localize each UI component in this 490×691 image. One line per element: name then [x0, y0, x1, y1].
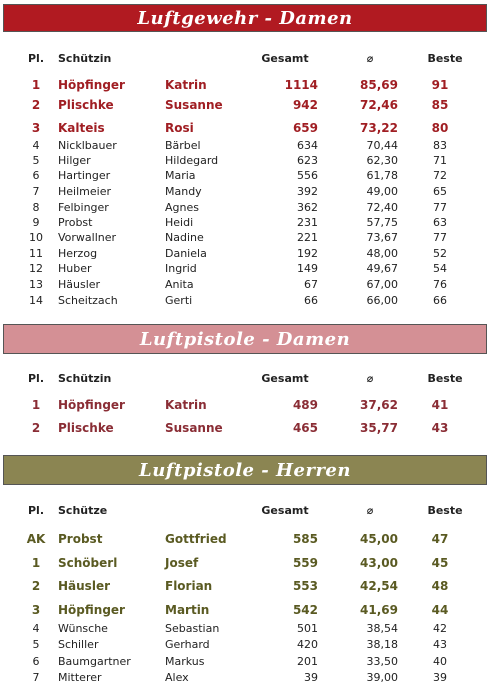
cell-total: 634 [297, 139, 318, 152]
cell-first-name: Gerhard [165, 638, 210, 651]
cell-first-name: Rosi [165, 121, 194, 135]
cell-first-name: Anita [165, 278, 194, 291]
cell-first-name: Susanne [165, 421, 223, 435]
section-banner-luftgewehr-damen: Luftgewehr - Damen [3, 4, 487, 32]
cell-last-name: Höpfinger [58, 398, 125, 412]
cell-average: 72,46 [360, 98, 398, 112]
cell-place: 7 [32, 185, 40, 198]
cell-total: 1114 [284, 78, 318, 92]
cell-average: 72,40 [366, 201, 398, 214]
cell-last-name: Kalteis [58, 121, 105, 135]
cell-total: 623 [297, 154, 318, 167]
cell-first-name: Josef [165, 556, 199, 570]
header-pl: Pl. [27, 52, 44, 65]
cell-total: 67 [304, 278, 318, 291]
cell-place: 8 [32, 201, 40, 214]
header-total: Gesamt [261, 372, 309, 385]
cell-average: 66,00 [366, 294, 398, 307]
cell-place: 3 [31, 121, 41, 135]
cell-total: 66 [304, 294, 318, 307]
header-best: Beste [427, 372, 463, 385]
cell-first-name: Martin [165, 603, 210, 617]
cell-first-name: Susanne [165, 98, 223, 112]
cell-last-name: Nicklbauer [58, 139, 117, 152]
cell-place: 12 [29, 262, 43, 275]
cell-place: 6 [32, 169, 40, 182]
cell-last-name: Mitterer [58, 671, 102, 684]
cell-total: 585 [292, 532, 318, 546]
cell-best: 63 [433, 216, 447, 229]
cell-best: 77 [433, 231, 447, 244]
cell-last-name: Probst [58, 532, 103, 546]
cell-last-name: Herzog [58, 247, 98, 260]
cell-average: 70,44 [366, 139, 398, 152]
cell-last-name: Höpfinger [58, 78, 125, 92]
header-avg: ⌀ [366, 504, 374, 517]
cell-best: 48 [431, 579, 449, 593]
cell-best: 54 [433, 262, 447, 275]
cell-first-name: Alex [165, 671, 189, 684]
header-name: Schützin [58, 52, 112, 65]
header-total: Gesamt [261, 504, 309, 517]
cell-best: 42 [433, 622, 447, 635]
cell-first-name: Gottfried [165, 532, 227, 546]
cell-total: 231 [297, 216, 318, 229]
cell-last-name: Probst [58, 216, 93, 229]
cell-total: 501 [297, 622, 318, 635]
cell-best: 85 [431, 98, 449, 112]
cell-last-name: Häusler [58, 278, 101, 291]
cell-place: 5 [32, 154, 40, 167]
header-best: Beste [427, 52, 463, 65]
cell-first-name: Mandy [165, 185, 202, 198]
cell-best: 65 [433, 185, 447, 198]
cell-place: 13 [29, 278, 43, 291]
cell-average: 42,54 [360, 579, 398, 593]
cell-first-name: Maria [165, 169, 196, 182]
cell-first-name: Markus [165, 655, 205, 668]
cell-first-name: Agnes [165, 201, 199, 214]
header-name: Schützin [58, 372, 112, 385]
cell-total: 362 [297, 201, 318, 214]
cell-place: 1 [31, 398, 41, 412]
cell-first-name: Hildegard [165, 154, 219, 167]
cell-total: 659 [292, 121, 318, 135]
cell-last-name: Plischke [58, 98, 114, 112]
cell-last-name: Schöberl [58, 556, 118, 570]
cell-average: 38,18 [366, 638, 398, 651]
cell-last-name: Schiller [58, 638, 99, 651]
cell-average: 45,00 [360, 532, 398, 546]
cell-best: 40 [433, 655, 447, 668]
cell-place: 2 [31, 421, 41, 435]
cell-best: 83 [433, 139, 447, 152]
cell-total: 221 [297, 231, 318, 244]
cell-total: 149 [297, 262, 318, 275]
cell-average: 61,78 [366, 169, 398, 182]
cell-place: 1 [31, 556, 41, 570]
cell-best: 47 [431, 532, 449, 546]
cell-total: 201 [297, 655, 318, 668]
cell-first-name: Florian [165, 579, 213, 593]
cell-total: 192 [297, 247, 318, 260]
cell-average: 73,67 [366, 231, 398, 244]
cell-best: 44 [431, 603, 449, 617]
cell-last-name: Huber [58, 262, 92, 275]
header-avg: ⌀ [366, 52, 374, 65]
cell-place: 1 [31, 78, 41, 92]
cell-last-name: Vorwallner [58, 231, 117, 244]
cell-best: 91 [431, 78, 449, 92]
cell-average: 49,00 [366, 185, 398, 198]
cell-first-name: Daniela [165, 247, 207, 260]
cell-best: 71 [433, 154, 447, 167]
cell-average: 49,67 [366, 262, 398, 275]
cell-total: 420 [297, 638, 318, 651]
cell-first-name: Sebastian [165, 622, 220, 635]
cell-average: 35,77 [360, 421, 398, 435]
cell-best: 39 [433, 671, 447, 684]
header-pl: Pl. [27, 372, 44, 385]
cell-last-name: Wünsche [58, 622, 108, 635]
cell-average: 62,30 [366, 154, 398, 167]
cell-average: 38,54 [366, 622, 398, 635]
cell-place: 10 [29, 231, 43, 244]
cell-place: 4 [32, 622, 40, 635]
cell-last-name: Hartinger [58, 169, 111, 182]
cell-best: 43 [433, 638, 447, 651]
cell-place: 5 [32, 638, 40, 651]
cell-average: 37,62 [360, 398, 398, 412]
cell-best: 77 [433, 201, 447, 214]
cell-first-name: Ingrid [165, 262, 197, 275]
cell-place: AK [26, 532, 46, 546]
cell-place: 4 [32, 139, 40, 152]
cell-first-name: Katrin [165, 398, 207, 412]
header-total: Gesamt [261, 52, 309, 65]
cell-place: 3 [31, 603, 41, 617]
cell-best: 52 [433, 247, 447, 260]
cell-place: 6 [32, 655, 40, 668]
cell-average: 67,00 [366, 278, 398, 291]
cell-first-name: Nadine [165, 231, 204, 244]
cell-total: 559 [292, 556, 318, 570]
cell-place: 14 [29, 294, 43, 307]
section-banner-luftpistole-herren: Luftpistole - Herren [3, 455, 487, 485]
cell-best: 45 [431, 556, 449, 570]
cell-total: 39 [304, 671, 318, 684]
cell-place: 11 [29, 247, 43, 260]
cell-total: 392 [297, 185, 318, 198]
cell-best: 66 [433, 294, 447, 307]
cell-first-name: Gerti [165, 294, 193, 307]
cell-last-name: Plischke [58, 421, 114, 435]
cell-average: 43,00 [360, 556, 398, 570]
cell-place: 2 [31, 579, 41, 593]
cell-average: 85,69 [360, 78, 398, 92]
cell-total: 542 [292, 603, 318, 617]
header-best: Beste [427, 504, 463, 517]
cell-last-name: Felbinger [58, 201, 109, 214]
cell-best: 43 [431, 421, 449, 435]
cell-last-name: Häusler [58, 579, 110, 593]
header-name: Schütze [58, 504, 108, 517]
header-avg: ⌀ [366, 372, 374, 385]
cell-place: 2 [31, 98, 41, 112]
cell-best: 41 [431, 398, 449, 412]
cell-best: 76 [433, 278, 447, 291]
cell-total: 942 [292, 98, 318, 112]
cell-first-name: Katrin [165, 78, 207, 92]
cell-first-name: Bärbel [165, 139, 201, 152]
cell-total: 556 [297, 169, 318, 182]
cell-last-name: Hilger [58, 154, 91, 167]
cell-best: 80 [431, 121, 449, 135]
cell-place: 7 [32, 671, 40, 684]
cell-total: 553 [292, 579, 318, 593]
cell-average: 33,50 [366, 655, 398, 668]
cell-best: 72 [433, 169, 447, 182]
cell-total: 465 [292, 421, 318, 435]
cell-average: 48,00 [366, 247, 398, 260]
header-pl: Pl. [27, 504, 44, 517]
cell-average: 73,22 [360, 121, 398, 135]
cell-last-name: Höpfinger [58, 603, 125, 617]
cell-last-name: Heilmeier [58, 185, 111, 198]
cell-average: 57,75 [366, 216, 398, 229]
cell-last-name: Baumgartner [58, 655, 131, 668]
section-banner-luftpistole-damen: Luftpistole - Damen [3, 324, 487, 354]
cell-average: 39,00 [366, 671, 398, 684]
cell-last-name: Scheitzach [58, 294, 118, 307]
cell-total: 489 [292, 398, 318, 412]
cell-first-name: Heidi [165, 216, 194, 229]
cell-place: 9 [32, 216, 40, 229]
cell-average: 41,69 [360, 603, 398, 617]
